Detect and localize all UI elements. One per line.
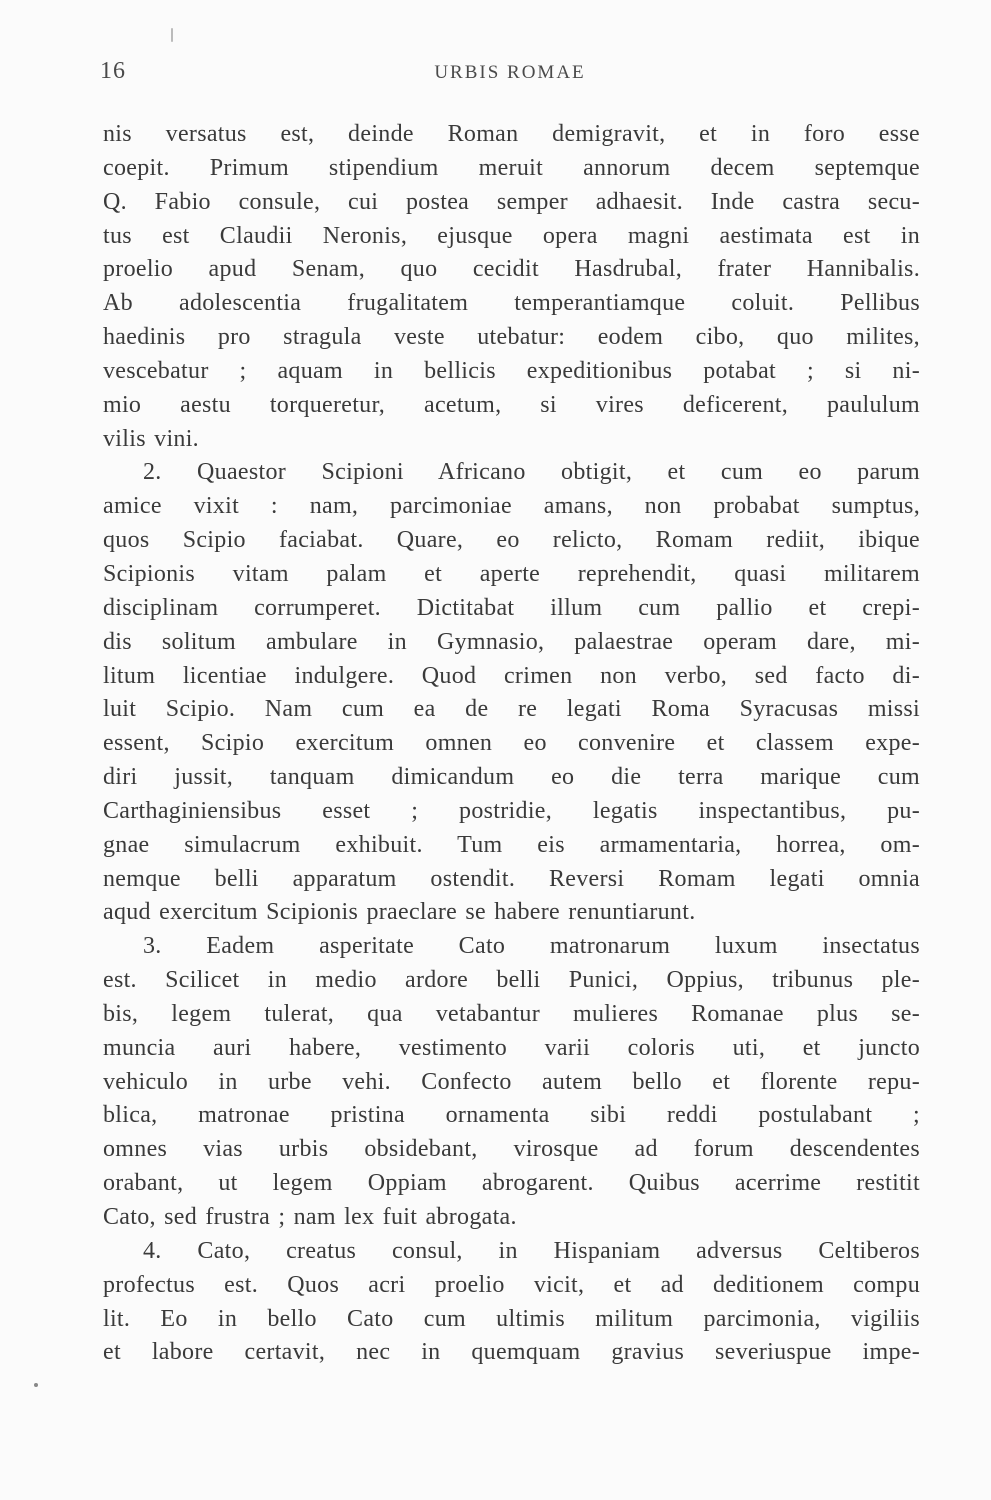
text-line: mio aestu torqueretur, acetum, si vires deficerent, paululum — [103, 391, 920, 418]
page-number: 16 — [100, 58, 126, 84]
text-line: bis, legem tulerat, qua vetabantur mulieres Romanae plus se- — [103, 1000, 920, 1027]
text-line: luit Scipio. Nam cum ea de re legati Roma Syracusas missi — [103, 696, 920, 723]
text-line: Ab adolescentia frugalitatem temperantiamque coluit. Pellibus — [103, 290, 920, 317]
text-line: litum licentiae indulgere. Quod crimen non verbo, sed facto di- — [103, 662, 920, 689]
print-speck — [171, 28, 173, 42]
text-line: dis solitum ambulare in Gymnasio, palaestrae operam dare, mi- — [103, 628, 920, 655]
text-line: vescebatur ; aquam in bellicis expeditionibus potabat ; si ni- — [103, 357, 920, 384]
text-line: et labore certavit, nec in quemquam gravius severiuspue impe- — [103, 1339, 920, 1366]
body-text — [103, 118, 920, 1370]
text-line: nis versatus est, deinde Roman demigravit, et in foro esse — [103, 121, 920, 147]
text-line: Scipionis vitam palam et aperte reprehendit, quasi militarem — [103, 560, 920, 587]
text-line: amice vixit : nam, parcimoniae amans, non probabat sumptus, — [103, 493, 920, 520]
text-line: proelio apud Senam, quo cecidit Hasdrubal, frater Hannibalis. — [103, 256, 920, 283]
text-line: vilis vini. — [103, 425, 199, 452]
text-line: haedinis pro stragula veste utebatur: eodem cibo, quo milites, — [103, 324, 920, 351]
text-line: profectus est. Quos acri proelio vicit, et ad deditionem compu — [103, 1271, 920, 1298]
page-header — [100, 58, 920, 92]
running-title: URBIS ROMAE — [434, 62, 586, 83]
paragraph-start-line: 2. Quaestor Scipioni Africano obtigit, et cum eo parum — [143, 459, 920, 486]
text-line: disciplinam corrumperet. Dictitabat illum cum pallio et crepi- — [103, 594, 920, 621]
text-line: muncia auri habere, vestimento varii coloris uti, et juncto — [103, 1034, 920, 1061]
text-line: Carthaginiensibus esset ; postridie, legatis inspectantibus, pu- — [103, 797, 920, 824]
text-line: est. Scilicet in medio ardore belli Punici, Oppius, tribunus ple- — [103, 967, 920, 994]
text-line: Q. Fabio consule, cui postea semper adhaesit. Inde castra secu- — [103, 188, 920, 215]
text-line: Cato, sed frustra ; nam lex fuit abrogata. — [103, 1204, 517, 1230]
text-line: gnae simulacrum exhibuit. Tum eis armamentaria, horrea, om- — [103, 831, 920, 858]
text-line: vehiculo in urbe vehi. Confecto autem bello et florente repu- — [103, 1068, 920, 1095]
text-line: blica, matronae pristina ornamenta sibi reddi postulabant ; — [103, 1102, 920, 1129]
text-line: essent, Scipio exercitum omnen eo convenire et classem expe- — [103, 730, 920, 757]
text-line: diri jussit, tanquam dimicandum eo die terra marique cum — [103, 764, 920, 791]
paragraph-start-line: 3. Eadem asperitate Cato matronarum luxum insectatus — [143, 933, 920, 960]
text-line: tus est Claudii Neronis, ejusque opera magni aestimata est in — [103, 222, 920, 249]
paragraph-start-line: 4. Cato, creatus consul, in Hispaniam adversus Celtiberos — [143, 1237, 920, 1264]
text-line: quos Scipio faciabat. Quare, eo relicto, Romam rediit, ibique — [103, 527, 920, 554]
text-line: lit. Eo in bello Cato cum ultimis militum parcimonia, vigiliis — [103, 1305, 920, 1332]
text-line: omnes vias urbis obsidebant, virosque ad forum descendentes — [103, 1136, 920, 1163]
text-line: orabant, ut legem Oppiam abrogarent. Quibus acerrime restitit — [103, 1170, 920, 1197]
text-line: aqud exercitum Scipionis praeclare se habere renuntiarunt. — [103, 899, 696, 926]
text-line: coepit. Primum stipendium meruit annorum decem septemque — [103, 154, 920, 181]
print-speck — [34, 1383, 38, 1387]
text-line: nemque belli apparatum ostendit. Reversi Romam legati omnia — [103, 865, 920, 892]
